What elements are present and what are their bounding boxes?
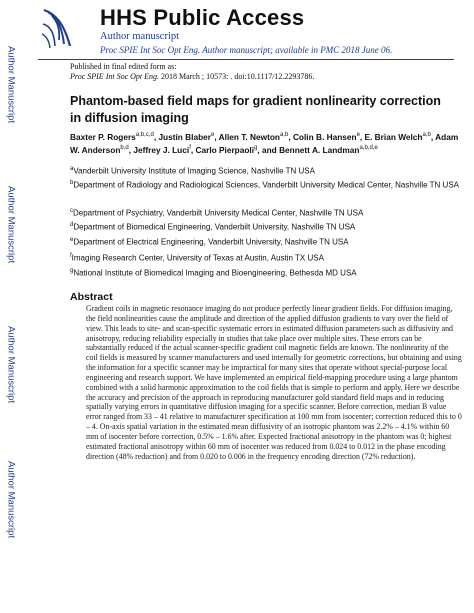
- header-subtitle: Author manuscript: [100, 31, 180, 42]
- author-name: Jeffrey J. Luci: [133, 145, 190, 156]
- affiliation-key: b: [70, 180, 74, 186]
- author-name: E. Brian Welch: [364, 131, 423, 142]
- author-affiliation-marker: b,d: [120, 145, 129, 152]
- affiliation-item: [70, 235, 460, 248]
- author-name: Bennett A. Landman: [279, 145, 360, 156]
- affiliation-item: [70, 206, 460, 219]
- abstract-heading: Abstract: [70, 291, 113, 303]
- paper-title: Phantom-based field maps for gradient nonlinearity correction in diffusion imaging: [70, 94, 441, 125]
- author-list: [70, 130, 460, 157]
- author-separator: ,: [214, 131, 219, 142]
- header-divider: [38, 59, 454, 60]
- side-label-4: Author Manuscript: [5, 461, 17, 539]
- author-name: Baxter P. Rogers: [70, 131, 136, 142]
- affiliation-text: Department of Electrical Engineering, Vanderbilt University, Nashville TN USA: [73, 237, 349, 247]
- author-affiliation-marker: e: [356, 132, 360, 138]
- header-journal-line: Proc SPIE Int Soc Opt Eng. Author manuscript; available in PMC 2018 June 06.: [100, 45, 393, 55]
- author-name: Carlo Pierpaoli: [195, 145, 255, 156]
- abstract-body: Gradient coils in magnetic resonance imaging do not produce perfectly linear gradient fields. For diffusion imaging, the field nonlinearities cause the amplitude and direction of the applied diffusion gradients to vary over the field of view. This leads to site- and scan-specific systematic errors in estimated diffusion parameters such as diffusivity and anisotropy, reducing reliability especially in studies that take place over multiple sites. These errors can be substantially reduced if the actual scanner-specific gradient coil magnetic fields are known. The nonlinearity of the coil fields is measured by scanner manufacturers and used internally for geometric corrections, but obtaining and using the information for a specific scanner may be impractical for many sites that operate without special-purpose local engineering and research support. We have implemented an empirical field-mapping procedure using a large phantom combined with a solid harmonic approximation to the coil fields that is simple to perform and apply. Here we describe the accuracy and precision of the approach in reproducing manufacturer gold standard field maps and in reducing spatially varying errors in quantitative diffusion imaging for a specific scanner. Before correction, median B value error ranged from 33 – 41 relative to manufacturer specification at 100 mm from isocenter; correction reduced this to 0 – 4. On-axis spatial variation in the estimated mean diffusivity of an isotropic phantom was 2.2% – 4.1% within 60 mm of isocenter before correction, 0.5% – 1.6% after. Expected fractional anisotropy in the phantom was 0; highest estimated fractional anisotropy within 60 mm of isocenter was reduced from 0.024 to 0.012 in the phase encoding direction (48% reduction) and from 0.020 to 0.006 in the frequency encoding direction (72% reduction).: [86, 304, 462, 461]
- author-name: Colin B. Hansen: [292, 131, 357, 142]
- affiliation-text: Vanderbilt University Institute of Imaging Science, Nashville TN USA: [73, 166, 315, 176]
- publication-citation: [70, 72, 314, 81]
- affiliation-key: f: [70, 253, 72, 259]
- author-separator: ,: [153, 131, 159, 142]
- affiliation-item: [70, 251, 460, 264]
- affiliation-text: National Institute of Biomedical Imaging and Bioengineering, Bethesda MD USA: [73, 268, 357, 278]
- publication-details: 2018 March ; 10573: . doi:10.1117/12.2293786.: [159, 72, 315, 81]
- author-affiliation-marker: g: [254, 145, 258, 152]
- author-name: Justin Blaber: [158, 131, 211, 142]
- author-name: Allen T. Newton: [218, 131, 280, 142]
- author-separator: ,: [288, 131, 293, 142]
- affiliation-key: c: [70, 208, 73, 214]
- affiliation-text: Department of Psychiatry, Vanderbilt University Medical Center, Nashville TN USA: [73, 208, 364, 218]
- affiliation-key: a: [70, 166, 74, 172]
- affiliation-text: Imaging Research Center, University of Texas at Austin, Austin TX USA: [71, 253, 324, 263]
- author-affiliation-marker: e: [211, 132, 215, 138]
- author-name: Adam W. Anderson: [70, 131, 459, 156]
- affiliation-item: [70, 220, 460, 233]
- author-separator: , and: [257, 145, 280, 156]
- affiliation-key: d: [70, 222, 74, 228]
- author-separator: ,: [128, 145, 134, 156]
- author-separator: ,: [430, 131, 436, 142]
- author-separator: ,: [190, 145, 196, 156]
- author-separator: ,: [359, 131, 365, 142]
- author-affiliation-marker: a,b: [279, 132, 289, 138]
- author-affiliation-marker: a,b,c,d: [135, 132, 154, 138]
- author-affiliation-marker: a,b,d,e: [359, 145, 378, 152]
- affiliation-item: [70, 164, 460, 177]
- publication-journal: Proc SPIE Int Soc Opt Eng.: [70, 72, 160, 81]
- affiliation-item: [70, 178, 460, 191]
- affiliation-key: g: [70, 268, 74, 274]
- hhs-eagle-logo-icon: [40, 6, 76, 50]
- header-title: HHS Public Access: [100, 5, 305, 30]
- side-label-2: Author Manuscript: [5, 186, 17, 264]
- affiliation-text: Department of Biomedical Engineering, Vanderbilt University, Nashville TN USA: [73, 222, 356, 232]
- publication-note: Published in final edited form as:: [70, 62, 177, 71]
- author-affiliation-marker: a,b: [422, 132, 431, 138]
- affiliation-text: Department of Radiology and Radiological Sciences, Vanderbilt University Medical Center, Nashville TN USA: [73, 180, 460, 190]
- author-affiliation-marker: f: [189, 145, 191, 152]
- affiliation-item: [70, 266, 460, 279]
- affiliation-key: e: [70, 237, 74, 243]
- side-label-3: Author Manuscript: [5, 326, 17, 404]
- side-label-1: Author Manuscript: [5, 46, 17, 124]
